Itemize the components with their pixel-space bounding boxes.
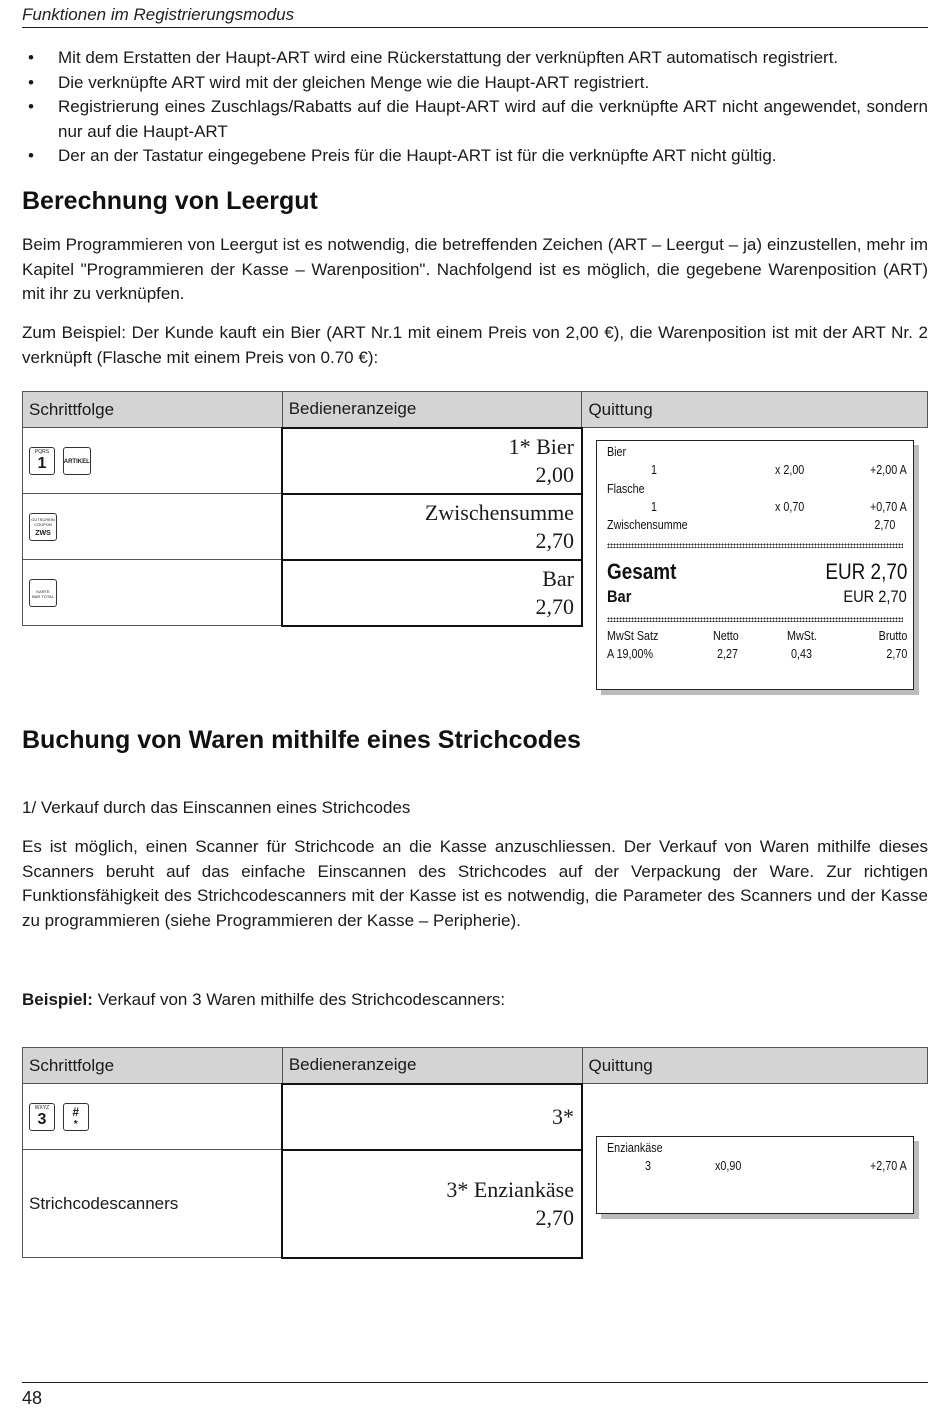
bullet-item: • Registrierung eines Zuschlags/Rabatts auf die Haupt-ART wird auf die verknüpfte ART nicht angewendet, sondern nur auf die Haupt-ART bbox=[22, 95, 928, 144]
key-artikel: ARTIKEL bbox=[63, 447, 91, 475]
barcode-paragraph: Es ist möglich, einen Scanner für Strichcode an die Kasse anzuschliessen. Der Verkauf von Waren mithilfe dieses Scanners beruht auf das einfache Einscannen des Strichcodes auf der Verpackung der Ware. Zur richtigen Funktionsfähigkeit des Strichcodescanners mit der Kasse ist es notwendig, die Parameter des Scanners und der Kasse zu programmieren (siehe Programmieren der Kasse – Peripherie). bbox=[22, 837, 928, 930]
operator-display: 3* bbox=[282, 1084, 582, 1150]
operator-display: Bar 2,70 bbox=[282, 560, 582, 626]
leergut-paragraph-2: Zum Beispiel: Der Kunde kauft ein Bier (ART Nr.1 mit einem Preis von 2,00 €), die Warenposition ist mit der ART Nr. 2 verknüpft (Flasche mit einem Preis von 0.70 €): bbox=[22, 323, 928, 367]
page-number: 48 bbox=[22, 1388, 43, 1408]
step-cell bbox=[23, 494, 283, 560]
step-cell bbox=[23, 428, 283, 494]
step-cell bbox=[23, 1084, 283, 1150]
bullet-item: • Mit dem Erstatten der Haupt-ART wird eine Rückerstattung der verknüpften ART automatisch registriert. bbox=[22, 46, 928, 71]
column-header-steps: Schrittfolge bbox=[23, 392, 283, 428]
column-header-steps: Schrittfolge bbox=[23, 1048, 283, 1084]
running-header: Funktionen im Registrierungsmodus bbox=[22, 5, 295, 24]
bullet-list bbox=[22, 46, 928, 169]
leergut-paragraph-1: Beim Programmieren von Leergut ist es notwendig, die betreffenden Zeichen (ART – Leergut – ja) einzustellen, mehr im Kapitel "Programmieren der Kasse – Warenposition". Nachfolgend ist es möglich, die gegebene Warenposition (ART) mit ihr zu verknüpfen. bbox=[22, 235, 928, 303]
operator-display: 3* Enziankäse 2,70 bbox=[282, 1150, 582, 1258]
column-header-display: Bedieneranzeige bbox=[282, 392, 582, 428]
operator-display: Zwischensumme 2,70 bbox=[282, 494, 582, 560]
header-rule bbox=[22, 27, 928, 28]
operator-display: 1* Bier 2,00 bbox=[282, 428, 582, 494]
receipt-separator bbox=[607, 617, 903, 622]
barcode-subheading: 1/ Verkauf durch das Einscannen eines Strichcodes bbox=[22, 798, 411, 817]
key-3-wxyz: WXYZ 3 bbox=[29, 1103, 55, 1131]
key-1-pqrs: PQRS 1 bbox=[29, 447, 55, 475]
key-zws: GUTSCHEIN COUPON ZWS bbox=[29, 513, 57, 541]
key-bar-total: KARTE BAR TOTAL bbox=[29, 579, 57, 607]
receipt-barcode: Enziankäse 3 x0,90 +2,70 A bbox=[596, 1136, 914, 1214]
column-header-receipt: Quittung bbox=[582, 392, 928, 428]
column-header-receipt: Quittung bbox=[582, 1048, 928, 1084]
section-heading-leergut: Berechnung von Leergut bbox=[22, 187, 318, 215]
step-cell-scanner: Strichcodescanners bbox=[23, 1150, 283, 1258]
footer-rule bbox=[22, 1382, 928, 1383]
section-heading-barcode: Buchung von Waren mithilfe eines Strichcodes bbox=[22, 726, 581, 754]
step-cell bbox=[23, 560, 283, 626]
receipt-separator bbox=[607, 543, 903, 548]
key-hash: # * bbox=[63, 1103, 89, 1131]
barcode-example: Beispiel: Verkauf von 3 Waren mithilfe des Strichcodescanners: bbox=[22, 990, 506, 1009]
bullet-item: • Der an der Tastatur eingegebene Preis für die Haupt-ART ist für die verknüpfte ART nicht gültig. bbox=[22, 144, 928, 169]
receipt-leergut: Bier 1 x 2,00 +2,00 A Flasche 1 x 0,70 +0,70 A Zwischensumme 2,70 Gesamt EUR 2,70 Bar EUR 2,70 MwSt Satz Netto MwSt. Brutto A 19,00% 2,27 0,43 2,70 bbox=[596, 440, 914, 690]
column-header-display: Bedieneranzeige bbox=[282, 1048, 582, 1084]
bullet-item: • Die verknüpfte ART wird mit der gleichen Menge wie die Haupt-ART registriert. bbox=[22, 71, 928, 96]
